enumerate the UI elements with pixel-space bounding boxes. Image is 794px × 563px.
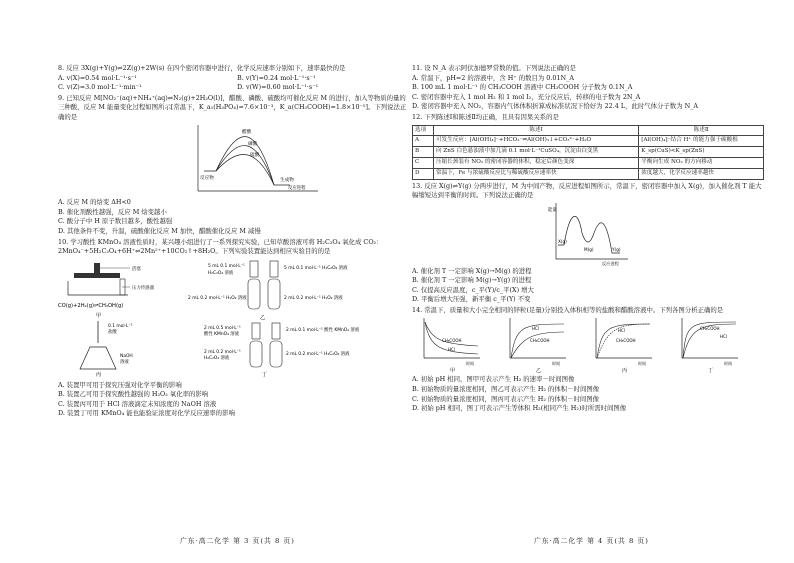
q11-option-b: B. 100 mL 1 mol·L⁻¹ 的 CH₃COOH 溶液中 CH₃COOH 分子数为 0.1N_A [412, 83, 633, 92]
graph-yi-l1: HCl [532, 325, 539, 331]
graph-yi [510, 318, 566, 374]
graph-jia [424, 318, 480, 374]
q9-option-b: B. 催化剂酸性越强，反应 M 焓变越小 [58, 207, 167, 216]
q8-option-b: B. v(Y)=0.24 mol·L⁻¹·s⁻¹ [237, 73, 316, 82]
ding-right-bottom: 2 mL 0.2 mol·L⁻¹ H₂C₂O₄ 溶液 [286, 351, 350, 357]
graph-yi-l2: CH₃COOH [530, 337, 550, 343]
q14-graphs [412, 316, 764, 372]
ding-right-top: 2 mL 0.1 mol·L⁻¹ 酸性 KMnO₄ 溶液 [286, 327, 360, 333]
q13-energy-diagram [412, 201, 764, 267]
ding-left-bottom-1: 2 mL 0.2 mol·L⁻¹ [204, 349, 241, 355]
table-cell: 常温下，Fe 与浓硫酸反应比与稀硫酸反应速率快 [434, 168, 639, 179]
q8-option-c: C. v(Z)=3.0 mol·L⁻¹·min⁻¹ [58, 83, 142, 92]
curve-phosphoric [216, 145, 274, 184]
bing-acid-1: 0.1 mol·L⁻¹ [108, 323, 133, 329]
q13-option-a: A. 催化剂 T 一定影响 X(g)→M(g) 的进程 [412, 266, 532, 275]
graph-bing-x: 时间 [638, 360, 646, 366]
q11-stem: 11. 设 N_A 表示阿伏加德罗常数的值。下列说法正确的是 [412, 64, 576, 72]
right-page [412, 64, 764, 415]
apparatus-bing [80, 321, 133, 378]
table-row [413, 168, 764, 179]
q14-option-c: C. 初始物质的量浓度相同，图丙可表示产生 H₂ 的体积－时间图像 [412, 394, 600, 403]
q9-stem: 9. 已知反应 M[NO₂⁻(aq)+NH₄⁺(aq)⇌N₂(g)+2H₂O(l)]，醋酸、磷酸、硫酸均可催化反应 M 的进行，加入等物质的量的三种酸，反应 M 能量变化过程如图所示[常温下，K_a₁(H₃PO₄)=7.6×10⁻³，K_a(CH₃COOH)=1.8×10⁻⁵]。下列说法正确的是 [58, 93, 407, 122]
graph-jia-label: 甲 [450, 367, 456, 374]
graph-yi-x: 时间 [552, 360, 560, 366]
ding-left-2: 酸性 KMnO₄ 溶液 [204, 331, 240, 337]
graph-jia-l1: CH₃COOH [442, 337, 462, 343]
apparatus-jia [58, 263, 155, 319]
q13-option-d: D. 平衡后增大压强，新平衡 c_平(Y) 不变 [412, 295, 531, 304]
yi-label: 乙 [260, 314, 266, 321]
q13-stem: 13. 反应 X(g)⇌Y(g) 分两步进行，M 为中间产物，反应进程如图所示，常温下，密闭容器中加入 X(g)，加入催化剂 T 能大幅缩短达到平衡的时间。下列说法正确的是 [412, 181, 762, 200]
ding-label: 丁 [262, 371, 268, 378]
label-x-axis: 反应进程 [288, 185, 306, 191]
q14-option-d: D. 初始 pH 相同，图丁可表示产生等体积 H₂(相同产生 H₂)时所需时间图像 [412, 404, 627, 413]
yi-bottom-right: 2 mL 0.2 mol·L⁻¹ H₂O₂ 溶液 [284, 295, 343, 301]
graph-bing [596, 318, 652, 374]
jia-label: 甲 [96, 312, 102, 319]
q9-option-c: C. 酸分子中 H 原子数目越多，酸性越强 [58, 217, 173, 226]
q11-option-d: D. 密闭容器中充入 NO₂，容器内气体体积折算成标准状况下恰好为 22.4 L，此时气体分子数为 N_A [412, 102, 699, 111]
q9-option-a: A. 反应 M 的焓变 ΔH<0 [58, 198, 131, 207]
question-10 [58, 238, 410, 419]
table-cell: D [413, 168, 434, 179]
left-page-footer: 广东·高二化学 第 3 页(共 8 页) [180, 537, 295, 545]
q13-x-label: 反应进程 [602, 261, 619, 267]
table-row [413, 136, 764, 147]
yi-top-left-1: 5 mL 0.1 mol·L⁻¹ [208, 263, 245, 269]
table-header-row [413, 125, 764, 136]
table-row [413, 147, 764, 158]
q12-table [412, 125, 764, 180]
q10-option-c: C. 装置丙可用于 HCl 溶液滴定未知浓度的 NaOH 溶液 [58, 399, 217, 408]
yi-top-left-2: H₂C₂O₄ 溶液 [208, 270, 234, 276]
table-cell: 向 ZnS 白色悬浊液中加几滴 0.1 mol·L⁻¹CuSO₄，沉淀由白变黑 [434, 147, 639, 158]
curve-sulfuric [216, 154, 274, 185]
bing-label: 丙 [96, 371, 102, 378]
q13-option-b: B. 催化剂 T 一定影响 M(g)→Y(g) 的进程 [412, 276, 532, 285]
q8-option-a: A. v(X)=0.54 mol·L⁻¹·s⁻¹ [58, 73, 137, 82]
q8-option-d: D. v(W)=0.60 mol·L⁻¹·s⁻¹ [237, 83, 319, 92]
question-9 [58, 94, 410, 237]
q10-stem: 10. 学习酸性 KMnO₄ 溶液性质时，某兴趣小组进行了一系列探究实验，已知草酸溶液可将 H₂C₂O₄ 氧化成 CO₂：2MnO₄⁻+5H₂C₂O₄+6H⁺⇌2Mn²⁺+10CO₂↑+8H₂O。下列实验装置能达到相应实验目的的是 [58, 237, 383, 256]
q11-option-a: A. 常温下，pH=2 的溶液中，含 H⁺ 的数目为 0.01N_A [412, 73, 574, 82]
graph-yi-label: 乙 [536, 367, 542, 374]
q13-label-y: Y(g) [612, 247, 621, 253]
question-14 [412, 306, 764, 414]
table-header-cell: 选项 [413, 125, 434, 136]
graph-jia-l2: HCl [448, 346, 455, 352]
label-acetic: 醋酸 [242, 129, 252, 135]
graph-ding [682, 318, 738, 374]
q12-stem: 12. 下列陈述Ⅰ和陈述Ⅱ均正确，且具有因果关系的是 [412, 113, 559, 122]
q13-option-c: C. 仅提高反应温度，c_平(Y)/c_平(X) 增大 [412, 285, 534, 294]
q10-apparatus [58, 257, 410, 377]
right-page-footer: 广东·高二化学 第 4 页(共 8 页) [534, 537, 649, 545]
graph-ding-l2: HCl [720, 333, 727, 339]
graph-bing-l2: CH₃COOH [616, 337, 636, 343]
table-cell: A [413, 136, 434, 147]
table-cell: [Al(OH)₄]⁻结合 H⁺ 的能力强于碳酸根 [639, 136, 764, 147]
label-reactant: 反应物 [200, 175, 214, 181]
jia-sensor-label: 压力传感器 [132, 285, 154, 291]
yi-top-right: 5 mL 0.1 mol·L⁻¹ H₂C₂O₄ 溶液 [284, 265, 348, 271]
graph-bing-label: 丙 [622, 367, 628, 374]
graph-bing-l1: HCl [618, 327, 625, 333]
q14-option-b: B. 初始物质的量浓度相同，图乙可表示产生 H₂ 的体积－时间图像 [412, 384, 600, 393]
table-cell: 平衡向生成 NO₂ 的方向移动 [639, 158, 764, 169]
graph-jia-x: 时间 [466, 360, 474, 366]
question-8 [58, 64, 410, 93]
yi-bottom-left: 2 mL 0.2 mol·L⁻¹ H₂O₂ 溶液 [188, 295, 247, 301]
ding-left-bottom-2: H₂C₂O₄ 溶液 [204, 355, 230, 361]
question-12 [412, 113, 764, 180]
q14-option-a: A. 初始 pH 相同，图甲可表示产生 H₂ 的速率－时间图像 [412, 375, 575, 384]
q11-option-c: C. 密闭容器中充入 1 mol H₂ 和 1 mol I₂，充分反应后，转移的电子数为 2N_A [412, 92, 641, 101]
q10-option-b: B. 装置乙可用于探究酸性越强的 H₂O₂ 氧化率的影响 [58, 390, 209, 399]
label-sulfuric: 硫酸 [250, 152, 260, 158]
table-cell: 压缩长颈装有 NO₂ 的密闭容器的体积，稳定后颜色变深 [434, 158, 639, 169]
q10-option-a: A. 装置甲可用于探究压强对化学平衡的影响 [58, 380, 182, 389]
question-13 [412, 182, 764, 305]
q8-stem: 8. 反应 3X(g)+Y(g)⇌2Z(g)+2W(s) 在四个密闭容器中进行，化学反应速率分别如下，速率最快的是 [58, 64, 346, 72]
label-product: 生成物 [280, 177, 294, 183]
q9-energy-diagram [58, 123, 410, 195]
q10-option-d: D. 装置丁可用 KMnO₄ 能也能验证浓度对化学反应速率的影响 [58, 409, 235, 418]
table-header-cell: 陈述Ⅰ [434, 125, 639, 136]
question-11 [412, 64, 764, 112]
q13-label-m: M(g) [584, 247, 594, 253]
curve-acetic [204, 136, 290, 184]
table-header-cell: 陈述Ⅱ [639, 125, 764, 136]
graph-ding-label: 丁 [708, 367, 714, 374]
label-phosphoric: 磷酸 [248, 141, 258, 147]
bing-base-2: 溶液 [120, 359, 129, 365]
q13-label-x: X(g) [558, 239, 567, 245]
table-cell: 可发生反应：[Al(OH)₄]⁻+HCO₃⁻⇌Al(OH)₃↓+CO₃²⁻+H₂O [434, 136, 639, 147]
jia-piston-label: 活塞 [132, 266, 141, 272]
left-page [58, 64, 410, 420]
q13-y-label: 能量 [548, 208, 557, 214]
q14-stem: 14. 常温下，质量和大小完全相同的锌粒(足量)分别投入体积相等的盐酸和醋酸溶液中。下列各图分析正确的是 [412, 306, 724, 315]
table-cell: B [413, 147, 434, 158]
apparatus-yi [188, 261, 348, 321]
q9-option-d: D. 其他条件不变，升温，硫酸催化反应 M 加快，醋酸催化反应 M 减慢 [58, 227, 261, 236]
bing-base-1: NaOH [120, 353, 133, 359]
ding-left-1: 2 mL 0.5 mol·L⁻¹ [204, 325, 241, 331]
graph-ding-x: 时间 [724, 360, 732, 366]
apparatus-ding [204, 323, 360, 378]
table-row [413, 158, 764, 169]
bing-acid-2: 盐酸 [108, 329, 117, 335]
table-cell: C [413, 158, 434, 169]
graph-ding-l1: CH₃COOH [700, 325, 720, 331]
table-cell: 浓度越大，化学反应速率越快 [639, 168, 764, 179]
table-cell: K_sp(CuS)<K_sp(ZnS) [639, 147, 764, 158]
jia-equation: CO(g)+2H₂(g)⇌CH₃OH(g) [58, 302, 124, 309]
